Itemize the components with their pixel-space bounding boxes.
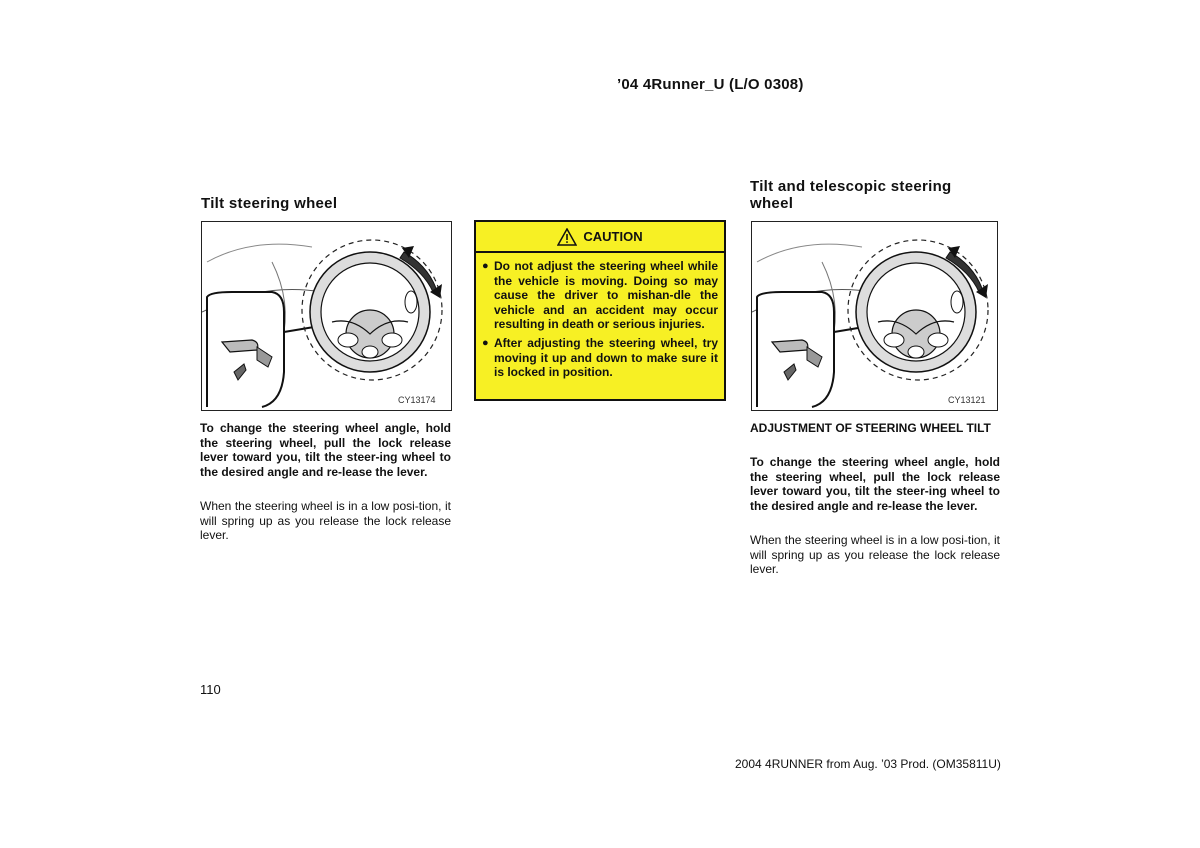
- caution-box: [474, 220, 726, 401]
- steering-wheel-illustration: [202, 222, 451, 410]
- page-header-title: ’04 4Runner_U (L/O 0308): [617, 76, 804, 93]
- page-number: 110: [200, 682, 221, 697]
- caution-header: [476, 222, 724, 253]
- steering-wheel-illustration: [752, 222, 997, 410]
- caution-item: [482, 259, 718, 332]
- caution-item: [482, 336, 718, 380]
- warning-triangle-icon: [557, 228, 577, 246]
- left-section-heading: Tilt steering wheel: [201, 195, 338, 212]
- right-note-text: When the steering wheel is in a low posi-tion, it will spring up as you release the lock release lever.: [750, 533, 1000, 577]
- right-subheading: ADJUSTMENT OF STEERING WHEEL TILT: [750, 421, 991, 435]
- left-figure-code: CY13174: [398, 395, 436, 405]
- bullet-icon: ●: [482, 336, 489, 349]
- right-section-heading: [750, 178, 1010, 212]
- right-instruction-text: To change the steering wheel angle, hold the steering wheel, pull the lock release lever toward you, tilt the steer-ing wheel to the desired angle and re-lease the lever.: [750, 455, 1000, 513]
- bullet-icon: ●: [482, 260, 489, 272]
- left-steering-figure: [201, 221, 452, 411]
- caution-item-text: Do not adjust the steering wheel while the vehicle is moving. Doing so may cause the driver to mishan-dle the vehicle and an accident may occur resulting in death or serious injuries.: [494, 259, 718, 332]
- right-steering-figure: [751, 221, 998, 411]
- right-heading-line-1: Tilt and telescopic steering: [750, 178, 952, 195]
- right-heading-line-2: wheel: [750, 195, 794, 212]
- right-figure-code: CY13121: [948, 395, 986, 405]
- caution-title: CAUTION: [583, 229, 643, 244]
- left-note-text: When the steering wheel is in a low posi-tion, it will spring up as you release the lock release lever.: [200, 499, 451, 543]
- footer-text: 2004 4RUNNER from Aug. ’03 Prod. (OM35811U): [735, 757, 1001, 771]
- caution-list: [476, 253, 724, 380]
- left-instruction-text: To change the steering wheel angle, hold the steering wheel, pull the lock release lever toward you, tilt the steer-ing wheel to the desired angle and re-lease the lever.: [200, 421, 451, 479]
- caution-item-text: After adjusting the steering wheel, try moving it up and down to make sure it is locked in position.: [494, 335, 718, 380]
